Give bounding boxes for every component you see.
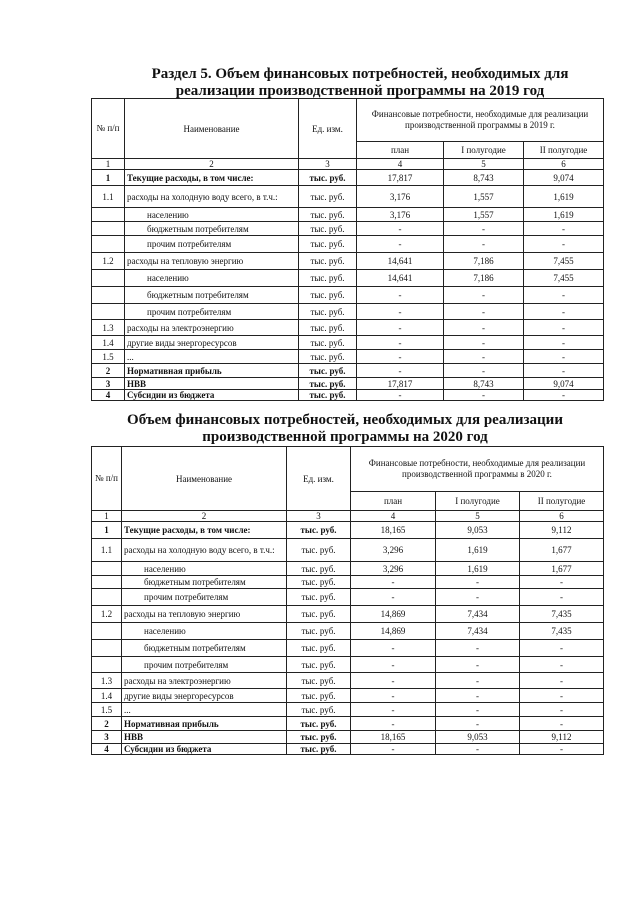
row-unit: тыс. руб.: [299, 304, 357, 320]
row-name: расходы на холодную воду всего, в т.ч.:: [122, 539, 287, 562]
row-h2-value: -: [520, 657, 604, 673]
row-h2-value: -: [524, 350, 604, 364]
row-h1-value: -: [444, 320, 524, 336]
row-plan-value: -: [357, 287, 444, 304]
row-plan-value: 14,641: [357, 253, 444, 270]
row-name: населению: [125, 208, 299, 222]
row-name: Нормативная прибыль: [122, 717, 287, 731]
row-unit: тыс. руб.: [299, 287, 357, 304]
header-index: 5: [436, 511, 520, 522]
row-unit: тыс. руб.: [287, 717, 351, 731]
row-unit: тыс. руб.: [299, 208, 357, 222]
row-name: населению: [122, 623, 287, 640]
table-row: [92, 576, 604, 589]
row-h2-value: -: [520, 589, 604, 606]
table-row: [92, 731, 604, 744]
row-plan-value: -: [351, 689, 436, 703]
table-row: [92, 717, 604, 731]
row-name: прочим потребителям: [122, 657, 287, 673]
row-h1-value: 1,557: [444, 208, 524, 222]
row-name: другие виды энергоресурсов: [122, 689, 287, 703]
header-unit: Ед. изм.: [299, 99, 357, 159]
row-h2-value: -: [520, 640, 604, 657]
table-row: [92, 236, 604, 253]
row-h1-value: -: [444, 287, 524, 304]
row-h1-value: 8,743: [444, 378, 524, 390]
header-index: 3: [299, 159, 357, 170]
table-row: [92, 539, 604, 562]
row-unit: тыс. руб.: [299, 270, 357, 287]
header-index: 3: [287, 511, 351, 522]
table-row: [92, 304, 604, 320]
row-h1-value: 7,434: [436, 606, 520, 623]
row-number: 1: [92, 522, 122, 539]
header-h2: II полугодие: [520, 492, 604, 511]
header-index: 2: [125, 159, 299, 170]
row-number: 1.3: [92, 320, 125, 336]
row-h1-value: 7,186: [444, 253, 524, 270]
row-unit: тыс. руб.: [287, 562, 351, 576]
row-number: [92, 562, 122, 576]
section-title-2019: [150, 66, 570, 100]
row-h1-value: 1,619: [436, 539, 520, 562]
section-title-2020-line2: производственной программы на 2020 год: [202, 429, 488, 445]
header-index: 6: [524, 159, 604, 170]
row-h1-value: -: [436, 673, 520, 689]
row-unit: тыс. руб.: [287, 731, 351, 744]
row-h2-value: -: [520, 744, 604, 755]
row-number: 1.4: [92, 336, 125, 350]
row-unit: тыс. руб.: [299, 320, 357, 336]
table-body-2019: [92, 170, 604, 401]
row-plan-value: 3,296: [351, 562, 436, 576]
row-name: Субсидии из бюджета: [122, 744, 287, 755]
row-h2-value: 7,435: [520, 606, 604, 623]
row-unit: тыс. руб.: [287, 657, 351, 673]
row-number: 3: [92, 731, 122, 744]
table-row: [92, 744, 604, 755]
row-h2-value: 7,455: [524, 253, 604, 270]
row-name: населению: [122, 562, 287, 576]
row-name: бюджетным потребителям: [125, 287, 299, 304]
row-plan-value: -: [357, 364, 444, 378]
row-name: другие виды энергоресурсов: [125, 336, 299, 350]
row-plan-value: -: [351, 703, 436, 717]
row-h2-value: -: [520, 576, 604, 589]
table-row: [92, 320, 604, 336]
row-h1-value: 1,619: [436, 562, 520, 576]
table-row: [92, 562, 604, 576]
table-row: [92, 522, 604, 539]
section-title-2019-line1: Раздел 5. Объем финансовых потребностей, необходимых для: [151, 66, 569, 82]
row-h1-value: -: [444, 222, 524, 236]
section-title-2020-line1: Объем финансовых потребностей, необходимых для реализации: [127, 412, 563, 428]
row-plan-value: -: [351, 717, 436, 731]
table-row: [92, 350, 604, 364]
row-plan-value: -: [351, 589, 436, 606]
row-plan-value: -: [357, 320, 444, 336]
row-plan-value: 18,165: [351, 522, 436, 539]
row-unit: тыс. руб.: [299, 390, 357, 401]
row-name: НВВ: [125, 378, 299, 390]
row-name: бюджетным потребителям: [122, 640, 287, 657]
row-name: ...: [122, 703, 287, 717]
header-index: 1: [92, 511, 122, 522]
row-plan-value: 17,817: [357, 378, 444, 390]
row-h2-value: -: [524, 336, 604, 350]
financial-needs-table-2019: [91, 98, 604, 401]
row-h1-value: -: [436, 744, 520, 755]
row-name: Текущие расходы, в том числе:: [122, 522, 287, 539]
table-row: [92, 657, 604, 673]
row-number: 1.5: [92, 703, 122, 717]
row-plan-value: -: [357, 336, 444, 350]
row-number: [92, 208, 125, 222]
row-plan-value: -: [357, 350, 444, 364]
table-row: [92, 673, 604, 689]
row-h2-value: 9,112: [520, 522, 604, 539]
header-h1: I полугодие: [436, 492, 520, 511]
row-name: расходы на холодную воду всего, в т.ч.:: [125, 186, 299, 208]
header-index: 4: [351, 511, 436, 522]
row-number: 4: [92, 744, 122, 755]
row-unit: тыс. руб.: [287, 689, 351, 703]
row-unit: тыс. руб.: [287, 640, 351, 657]
row-unit: тыс. руб.: [287, 522, 351, 539]
row-unit: тыс. руб.: [299, 378, 357, 390]
table-row: [92, 364, 604, 378]
table-row: [92, 606, 604, 623]
header-name: Наименование: [125, 99, 299, 159]
row-name: бюджетным потребителям: [122, 576, 287, 589]
row-h2-value: 9,074: [524, 170, 604, 186]
row-h2-value: -: [520, 673, 604, 689]
row-h1-value: 8,743: [444, 170, 524, 186]
row-h2-value: 1,677: [520, 539, 604, 562]
row-number: 1.4: [92, 689, 122, 703]
row-h2-value: 7,435: [520, 623, 604, 640]
row-unit: тыс. руб.: [287, 589, 351, 606]
row-unit: тыс. руб.: [287, 539, 351, 562]
row-number: 2: [92, 717, 122, 731]
row-plan-value: 3,296: [351, 539, 436, 562]
row-plan-value: -: [351, 576, 436, 589]
row-unit: тыс. руб.: [299, 222, 357, 236]
row-name: расходы на тепловую энергию: [125, 253, 299, 270]
row-plan-value: -: [351, 657, 436, 673]
row-h1-value: -: [436, 717, 520, 731]
header-index: 6: [520, 511, 604, 522]
row-number: [92, 589, 122, 606]
row-h1-value: 9,053: [436, 731, 520, 744]
row-number: 1.2: [92, 606, 122, 623]
table-row: [92, 703, 604, 717]
table-row: [92, 378, 604, 390]
header-num: № п/п: [92, 99, 125, 159]
row-h1-value: -: [436, 703, 520, 717]
row-plan-value: 3,176: [357, 208, 444, 222]
row-number: [92, 270, 125, 287]
header-name: Наименование: [122, 447, 287, 511]
row-number: [92, 222, 125, 236]
row-name: Субсидии из бюджета: [125, 390, 299, 401]
table-row: [92, 170, 604, 186]
table-row: [92, 253, 604, 270]
row-number: 3: [92, 378, 125, 390]
row-unit: тыс. руб.: [299, 253, 357, 270]
row-name: НВВ: [122, 731, 287, 744]
row-name: Нормативная прибыль: [125, 364, 299, 378]
row-plan-value: 14,641: [357, 270, 444, 287]
table-row: [92, 390, 604, 401]
header-index: 5: [444, 159, 524, 170]
row-h1-value: -: [436, 589, 520, 606]
row-plan-value: -: [351, 640, 436, 657]
header-h2: II полугодие: [524, 142, 604, 159]
row-number: [92, 576, 122, 589]
row-unit: тыс. руб.: [299, 170, 357, 186]
header-plan: план: [351, 492, 436, 511]
row-number: 1.2: [92, 253, 125, 270]
row-number: [92, 657, 122, 673]
header-index: 1: [92, 159, 125, 170]
table-row: [92, 222, 604, 236]
row-number: [92, 623, 122, 640]
header-unit: Ед. изм.: [287, 447, 351, 511]
row-unit: тыс. руб.: [287, 673, 351, 689]
row-h1-value: -: [436, 657, 520, 673]
row-name: расходы на тепловую энергию: [122, 606, 287, 623]
table-row: [92, 208, 604, 222]
table-row: [92, 287, 604, 304]
table-row: [92, 270, 604, 287]
table-row: [92, 336, 604, 350]
table-row: [92, 589, 604, 606]
row-number: [92, 640, 122, 657]
row-h2-value: -: [524, 364, 604, 378]
row-h1-value: -: [444, 236, 524, 253]
row-name: бюджетным потребителям: [125, 222, 299, 236]
row-name: прочим потребителям: [125, 304, 299, 320]
row-h1-value: -: [444, 350, 524, 364]
section-title-2019-line2: реализации производственной программы на 2019 год: [175, 83, 545, 99]
row-plan-value: -: [357, 390, 444, 401]
row-unit: тыс. руб.: [287, 703, 351, 717]
table-body-2020: [92, 522, 604, 755]
row-h2-value: 9,074: [524, 378, 604, 390]
row-h2-value: -: [520, 717, 604, 731]
row-number: 2: [92, 364, 125, 378]
row-h2-value: -: [520, 703, 604, 717]
header-index: 2: [122, 511, 287, 522]
row-unit: тыс. руб.: [287, 576, 351, 589]
row-plan-value: 14,869: [351, 606, 436, 623]
row-h2-value: -: [524, 222, 604, 236]
financial-needs-table-2020: [91, 446, 604, 755]
row-number: 4: [92, 390, 125, 401]
row-h2-value: -: [524, 287, 604, 304]
row-unit: тыс. руб.: [287, 744, 351, 755]
row-name: прочим потребителям: [122, 589, 287, 606]
row-h2-value: 1,619: [524, 208, 604, 222]
row-number: 1.5: [92, 350, 125, 364]
row-plan-value: 3,176: [357, 186, 444, 208]
table-row: [92, 623, 604, 640]
row-name: расходы на электроэнергию: [125, 320, 299, 336]
row-h1-value: -: [444, 390, 524, 401]
row-h2-value: -: [524, 236, 604, 253]
row-plan-value: 14,869: [351, 623, 436, 640]
row-number: 1.3: [92, 673, 122, 689]
row-number: [92, 304, 125, 320]
header-group-2020: Финансовые потребности, необходимые для реализации производственной программы в 2020 г.: [351, 447, 604, 492]
row-plan-value: -: [357, 236, 444, 253]
row-name: ...: [125, 350, 299, 364]
row-plan-value: 17,817: [357, 170, 444, 186]
row-h2-value: 1,619: [524, 186, 604, 208]
row-unit: тыс. руб.: [287, 606, 351, 623]
row-unit: тыс. руб.: [299, 236, 357, 253]
table-row: [92, 186, 604, 208]
row-h2-value: 9,112: [520, 731, 604, 744]
row-number: [92, 236, 125, 253]
row-plan-value: -: [351, 673, 436, 689]
row-h1-value: 7,434: [436, 623, 520, 640]
row-h2-value: -: [520, 689, 604, 703]
header-group-2019: Финансовые потребности, необходимые для реализации производственной программы в 2019 г.: [357, 99, 604, 142]
row-h1-value: 1,557: [444, 186, 524, 208]
row-h1-value: -: [444, 364, 524, 378]
row-unit: тыс. руб.: [299, 186, 357, 208]
row-name: расходы на электроэнергию: [122, 673, 287, 689]
row-number: [92, 287, 125, 304]
row-unit: тыс. руб.: [299, 336, 357, 350]
row-number: 1.1: [92, 539, 122, 562]
row-name: прочим потребителям: [125, 236, 299, 253]
row-h2-value: 1,677: [520, 562, 604, 576]
row-name: Текущие расходы, в том числе:: [125, 170, 299, 186]
section-title-2020: [120, 412, 570, 446]
row-plan-value: -: [351, 744, 436, 755]
table-row: [92, 689, 604, 703]
row-name: населению: [125, 270, 299, 287]
row-unit: тыс. руб.: [299, 350, 357, 364]
row-plan-value: 18,165: [351, 731, 436, 744]
row-h1-value: 7,186: [444, 270, 524, 287]
table-row: [92, 640, 604, 657]
row-number: 1.1: [92, 186, 125, 208]
row-h2-value: -: [524, 304, 604, 320]
row-h2-value: -: [524, 390, 604, 401]
row-h1-value: -: [436, 640, 520, 657]
header-plan: план: [357, 142, 444, 159]
row-h1-value: 9,053: [436, 522, 520, 539]
header-num: № п/п: [92, 447, 122, 511]
row-h1-value: -: [444, 336, 524, 350]
row-h1-value: -: [436, 689, 520, 703]
row-h2-value: -: [524, 320, 604, 336]
row-h1-value: -: [444, 304, 524, 320]
row-h2-value: 7,455: [524, 270, 604, 287]
row-plan-value: -: [357, 304, 444, 320]
row-unit: тыс. руб.: [287, 623, 351, 640]
header-h1: I полугодие: [444, 142, 524, 159]
row-number: 1: [92, 170, 125, 186]
row-plan-value: -: [357, 222, 444, 236]
row-h1-value: -: [436, 576, 520, 589]
header-index: 4: [357, 159, 444, 170]
row-unit: тыс. руб.: [299, 364, 357, 378]
